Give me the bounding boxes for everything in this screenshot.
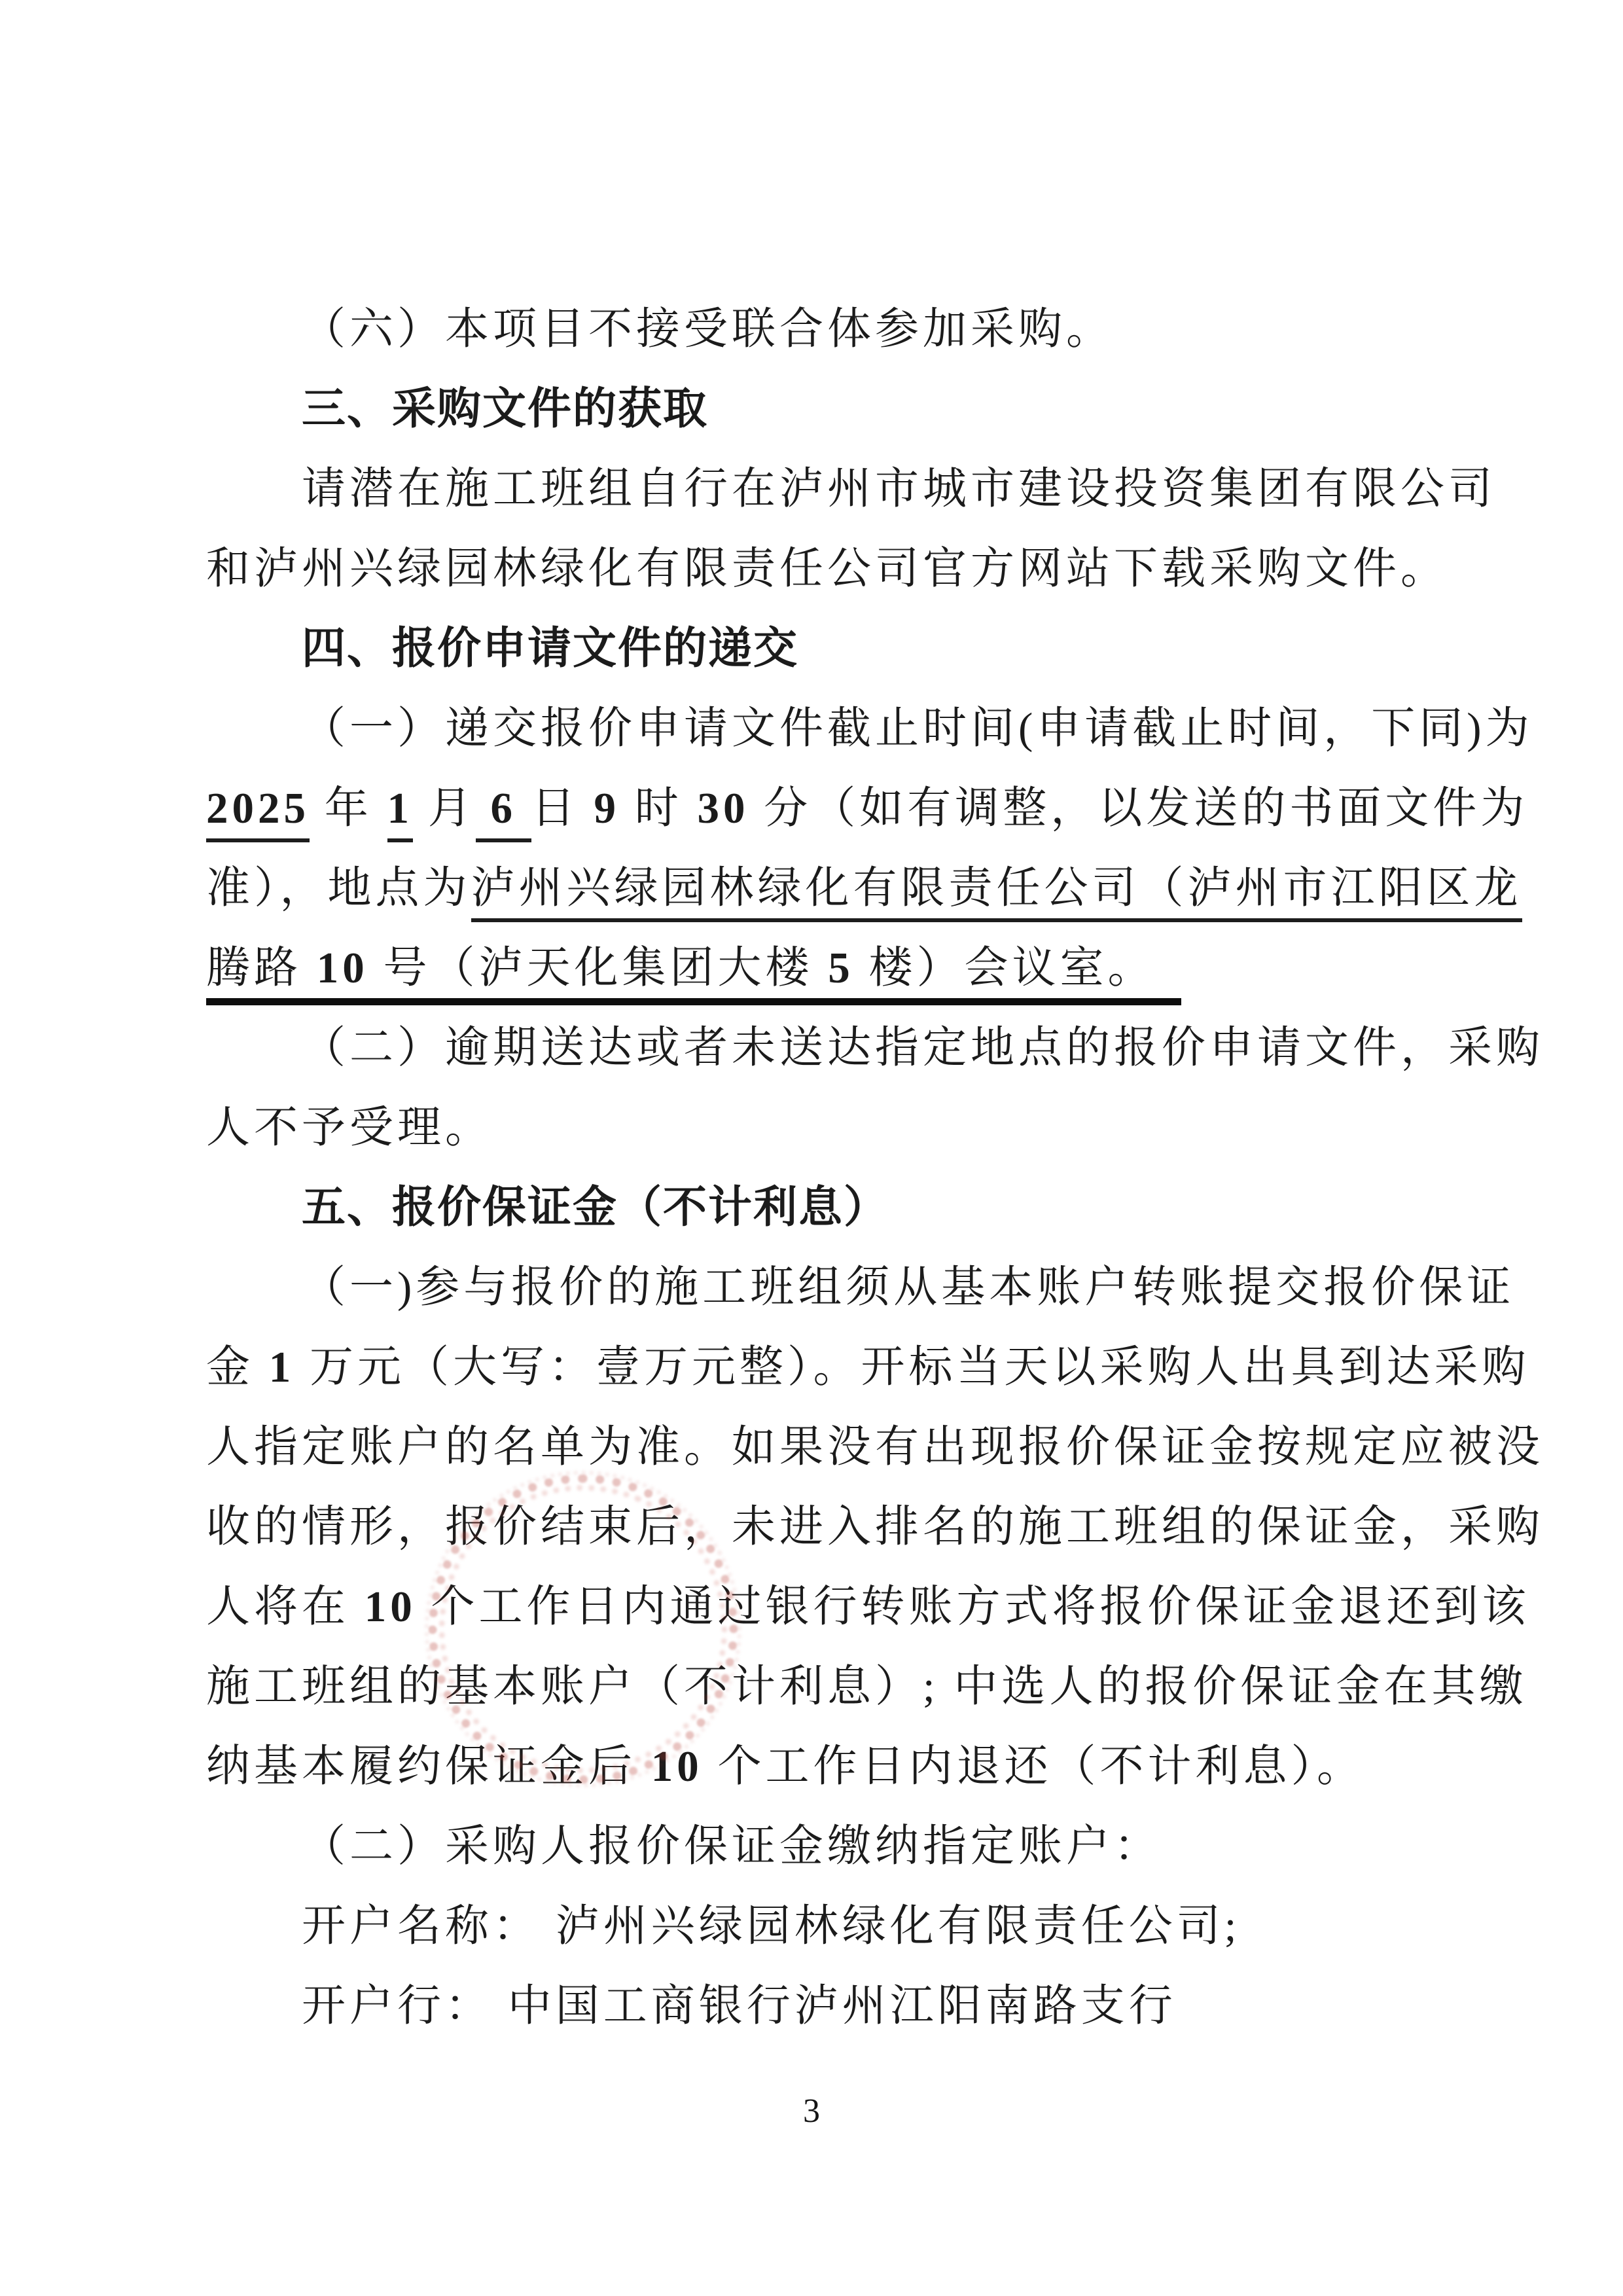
text-segment: 10 — [651, 1742, 703, 1791]
section-3-body-line2 — [206, 529, 1448, 609]
heading-section-5 — [206, 1168, 1436, 1247]
underlined-text: 10 — [317, 944, 368, 1005]
clause-2-6 — [206, 289, 1436, 369]
text-segment: （六）本项目不接受联合体参加采购。 — [302, 305, 1114, 353]
text-segment: 请潜在施工班组自行在泸州市城市建设投资集团有限公司 — [302, 465, 1496, 513]
text-segment: 9 — [594, 784, 620, 833]
text-segment: 时 — [620, 784, 698, 833]
text-segment: 个工作日内通过银行转账方式将报价保证金退还到该 — [416, 1583, 1530, 1631]
text-segment: 10 — [364, 1583, 416, 1631]
text-segment: 人指定账户的名单为准。如果没有出现报价保证金按规定应被没 — [206, 1423, 1544, 1471]
underlined-text: 泸州兴绿园林绿化有限责任公司（泸州市江阳区龙 — [471, 864, 1522, 922]
text-segment: 人将在 — [206, 1583, 365, 1631]
clause-5-1-line4 — [206, 1487, 1544, 1567]
clause-4-2-line2 — [206, 1088, 1436, 1168]
text-segment: （二）采购人报价保证金缴纳指定账户： — [302, 1822, 1162, 1871]
underlined-text: 6 — [476, 784, 531, 842]
underlined-text: 号（泸天化集团大楼 — [368, 944, 829, 1005]
text-segment: 四、报价申请文件的递交 — [302, 624, 798, 673]
text-segment: 1 — [268, 1343, 295, 1391]
clause-4-1-line3-address — [206, 848, 1522, 928]
text-segment: 人不予受理。 — [206, 1103, 493, 1152]
clause-4-1-line1 — [206, 689, 1533, 768]
text-segment: （二）逾期送达或者未送达指定地点的报价申请文件，采购 — [302, 1024, 1544, 1072]
text-segment: （一）递交报价申请文件截止时间(申请截止时间，下同)为 — [302, 704, 1533, 753]
underlined-text: 腾路 — [206, 944, 317, 1005]
text-segment: （一)参与报价的施工班组须从基本账户转账提交报价保证 — [302, 1263, 1515, 1312]
text-segment: 三、采购文件的获取 — [302, 384, 708, 433]
underlined-text: 2025 — [206, 784, 310, 842]
text-segment: 个工作日内退还（不计利息）。 — [702, 1742, 1364, 1791]
page-number: 3 — [803, 2092, 820, 2130]
clause-5-1-line6 — [206, 1647, 1527, 1727]
clause-5-1-line5 — [206, 1567, 1530, 1647]
clause-5-1-line7 — [206, 1727, 1436, 1806]
text-segment: 分（如有调整，以发送的书面文件为 — [749, 784, 1529, 833]
text-segment: 开户名称： 泸州兴绿园林绿化有限责任公司; — [302, 1902, 1241, 1950]
text-segment: 和泸州兴绿园林绿化有限责任公司官方网站下载采购文件。 — [206, 545, 1448, 593]
bank-name-line — [206, 1966, 1436, 2046]
heading-section-4 — [206, 609, 1436, 689]
clause-5-1-line2 — [206, 1327, 1530, 1407]
text-segment: 施工班组的基本账户（不计利息）; 中选人的报价保证金在其缴 — [206, 1662, 1527, 1711]
text-segment: 万元（大写：壹万元整）。开标当天以采购人出具到达采购 — [294, 1343, 1530, 1391]
text-segment: 开户行： 中国工商银行泸州江阳南路支行 — [302, 1982, 1177, 2030]
underlined-text: 5 — [828, 944, 854, 1005]
clause-5-1-line3 — [206, 1407, 1544, 1487]
text-segment: 准），地点为 — [206, 864, 471, 912]
text-segment: 五、报价保证金（不计利息） — [302, 1183, 889, 1232]
text-segment: 纳基本履约保证金后 — [206, 1742, 651, 1791]
text-segment: 日 — [531, 784, 594, 833]
text-segment: 金 — [206, 1343, 269, 1391]
text-segment: 收的情形，报价结束后，未进入排名的施工班组的保证金，采购 — [206, 1503, 1544, 1551]
account-name-line — [206, 1886, 1436, 1966]
document-text — [206, 289, 1544, 2046]
clause-4-2-line1 — [206, 1008, 1544, 1088]
section-3-body-line1 — [206, 449, 1496, 529]
underlined-text: 楼）会议室。 — [854, 944, 1181, 1005]
text-segment: 月 — [413, 784, 476, 833]
text-segment: 年 — [310, 784, 387, 833]
text-segment: 30 — [697, 784, 749, 833]
clause-5-2-line1 — [206, 1806, 1436, 1886]
heading-section-3 — [206, 369, 1436, 449]
clause-4-1-line2-deadline — [206, 768, 1529, 848]
underlined-text: 1 — [387, 784, 414, 842]
clause-4-1-line4-address — [206, 928, 1436, 1008]
clause-5-1-line1 — [206, 1247, 1515, 1327]
